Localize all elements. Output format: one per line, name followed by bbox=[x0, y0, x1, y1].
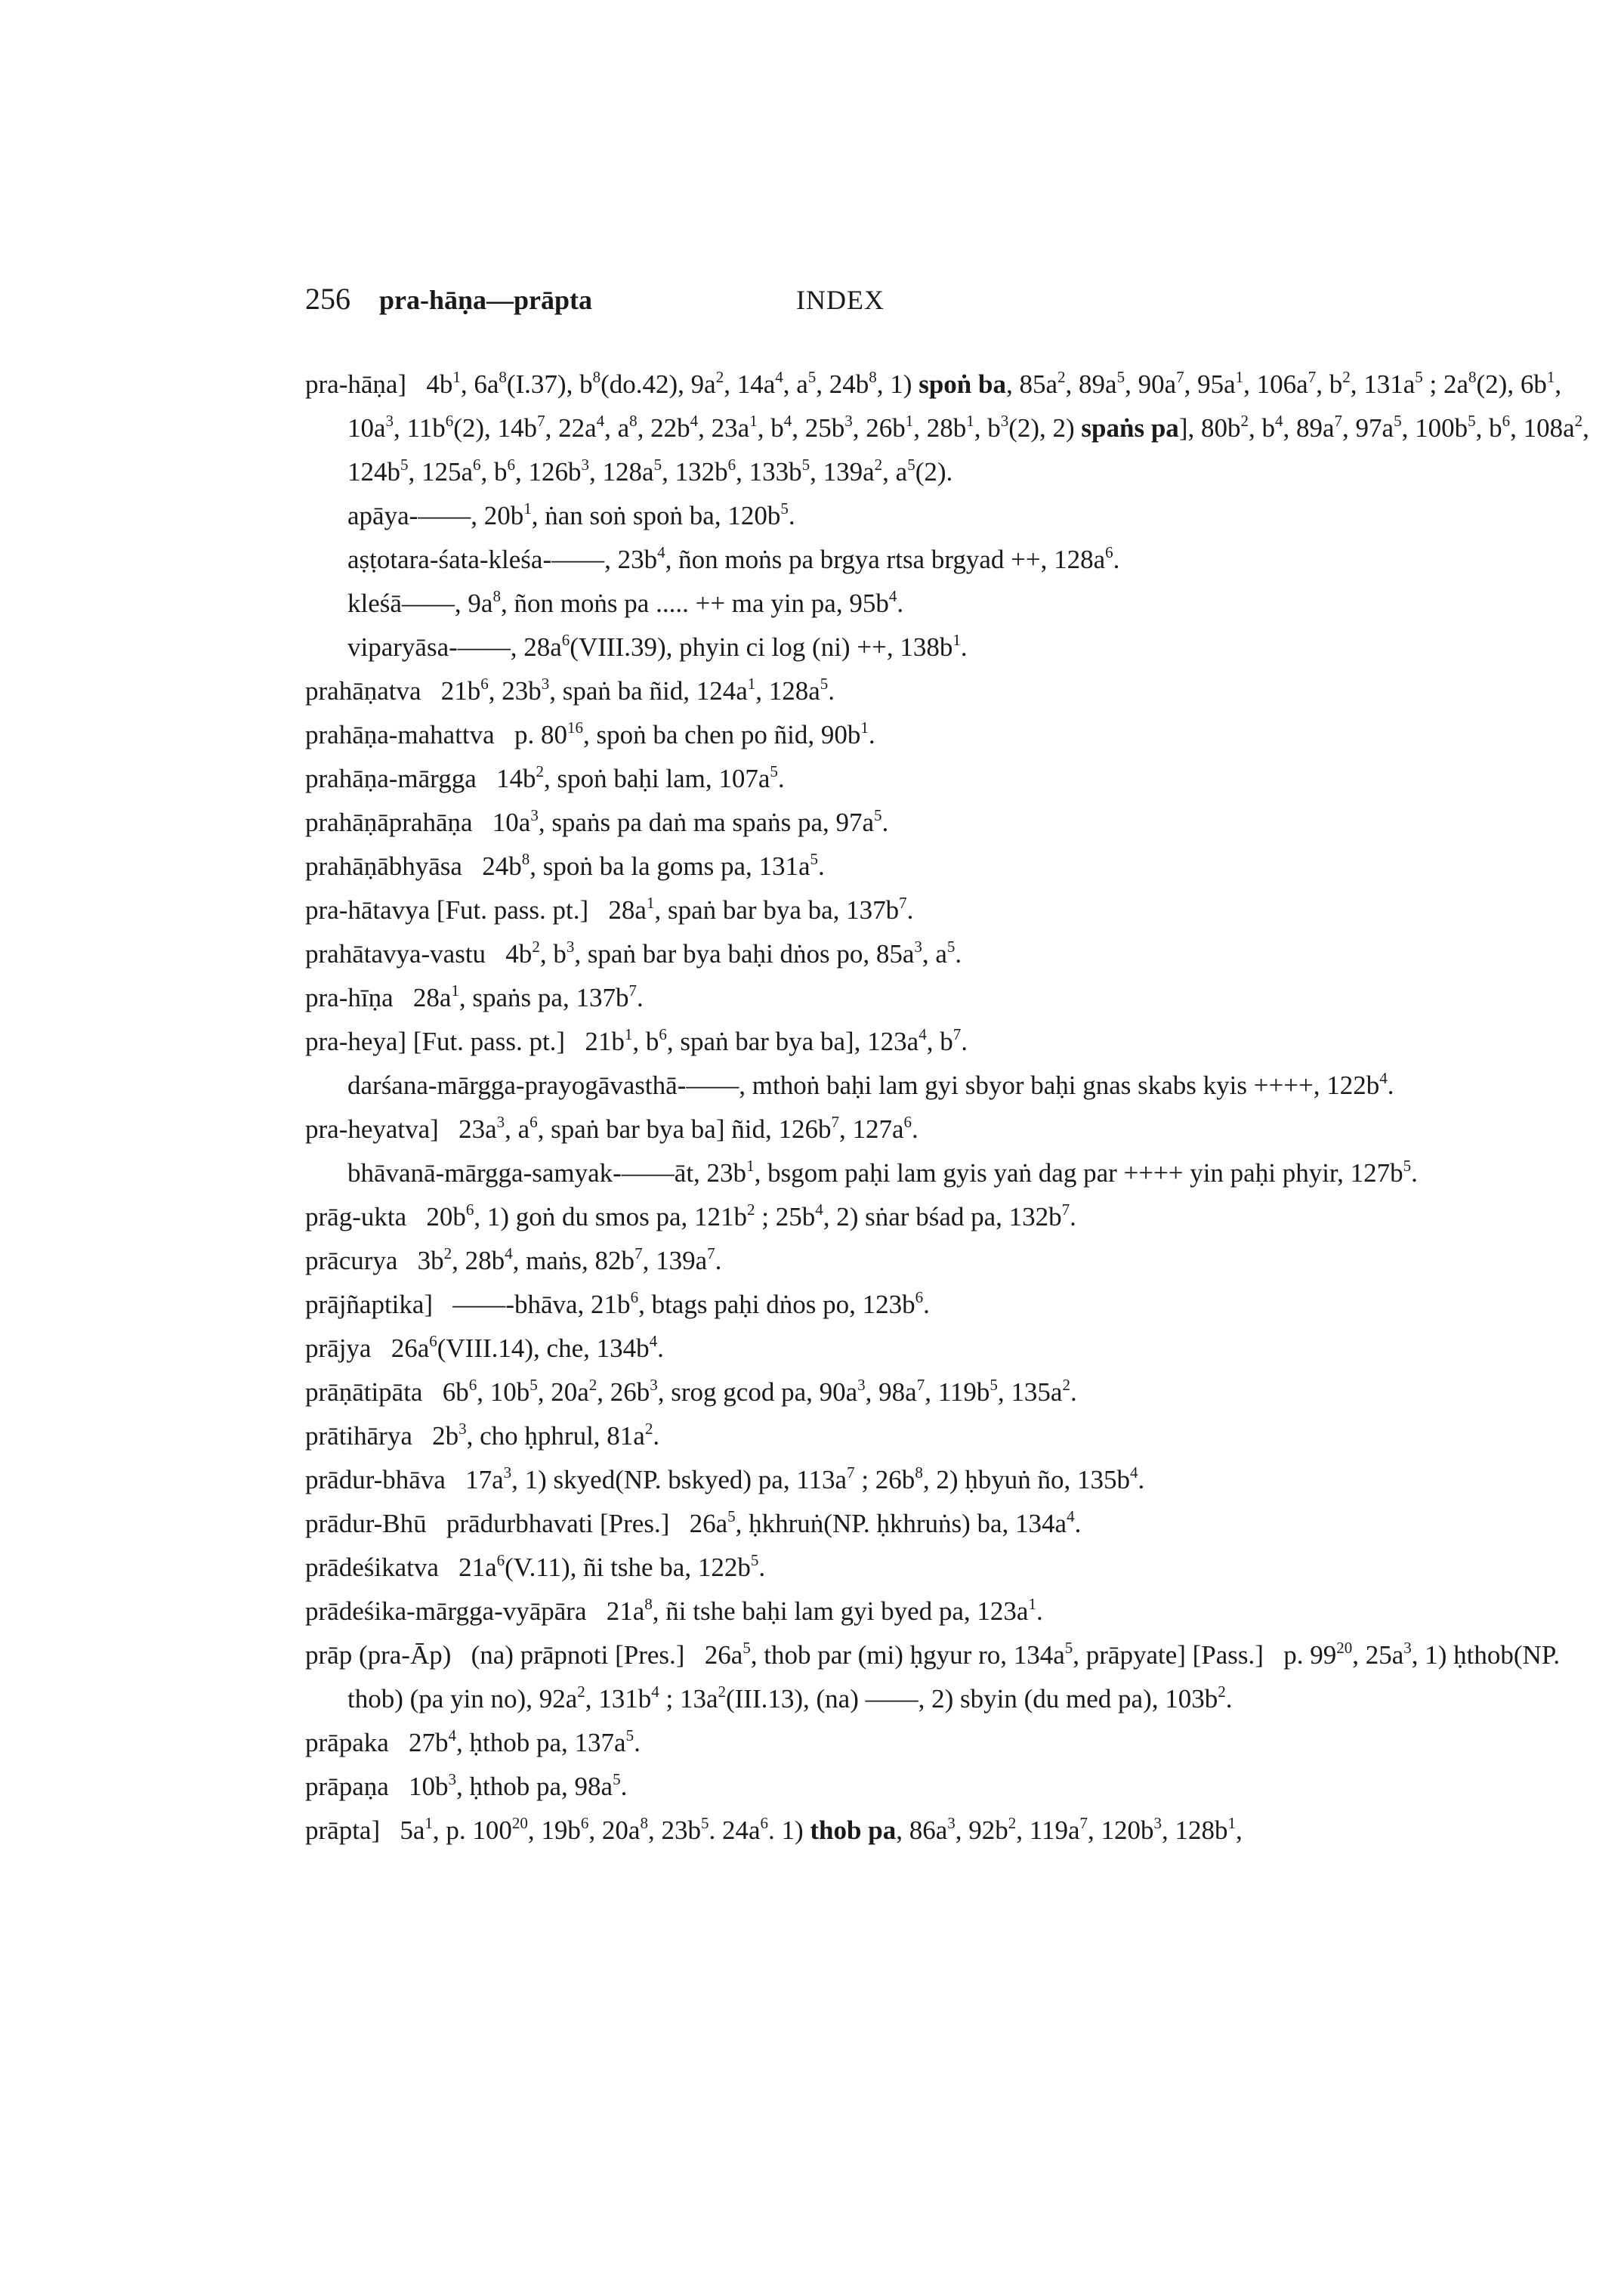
index-entry: prādur-Bhū prādurbhavati [Pres.] $26a^5$, ḥkhruṅ(NP. ḥkhruṅs) ba, $134a^4$. bbox=[305, 1507, 1082, 1538]
index-subentry: aṣṭotara-śata-kleśa-——, $23b^4$, ñon moṅs pa brgya rtsa brgyad ++, $128a^6$. bbox=[347, 543, 1120, 574]
index-entry: prāpaṇa $10b^3$, ḥthob pa, $98a^5$. bbox=[305, 1770, 628, 1801]
page-number: 256 bbox=[305, 282, 350, 316]
index-entry: prāpaka $27b^4$, ḥthob pa, $137a^5$. bbox=[305, 1726, 641, 1757]
running-head-range: pra-hāṇa—prāpta bbox=[379, 285, 593, 315]
index-entry: pra-heya] [Fut. pass. pt.] $21b^1$, $b^6$, spaṅ bar bya ba], $123a^4$, $b^7$. bbox=[305, 1025, 968, 1056]
index-entry: prādur-bhāva $17a^3$, 1) skyed(NP. bskyed) pa, $113a^7$ ; $26b^8$, 2) ḥbyuṅ ño, $135b^4$. bbox=[305, 1463, 1145, 1494]
index-subentry: kleśā——, $9a^8$, ñon moṅs pa ..... ++ ma yin pa, $95b^4$. bbox=[347, 587, 904, 618]
index-entry: pra-hāṇa] $4b^1$, $6a^8(I.37)$, $b^8(do.42)$, $9a^2$, $14a^4$, $a^5$, $24b^8$, 1) spoṅ ba, $85a^2$, $89a^5$, $90a^7$, $95a^1$, $106a^7$, $b^2$, $131a^5$ ; $2a^8(2)$, $6b^1$, $10a^3$, $11b^6(2)$, $14b^7$, $22a^4$, $a^8$, $22b^4$, $23a^1$, $b^4$, $25b^3$, $26b^1$, $28b^1$, $b^3(2)$, 2) spaṅs pa], $80b^2$, $b^4$, $89a^7$, $97a^5$, $100b^5$, $b^6$, $108a^2$, $124b^5$, $125a^6$, $b^6$, $126b^3$, $128a^5$, $132b^6$, $133b^5$, $139a^2$, $a^5(2)$. bbox=[305, 368, 1589, 487]
index-entry: prahāṇāprahāṇa $10a^3$, spaṅs pa daṅ ma spaṅs pa, $97a^5$. bbox=[305, 806, 889, 837]
index-subentry: darśana-mārgga-prayogāvasthā-——, mthoṅ baḥi lam gyi sbyor baḥi gnas skabs kyis ++++, $122b^4$. bbox=[347, 1069, 1394, 1100]
index-entry: prādeśika-mārgga-vyāpāra $21a^8$, ñi tshe baḥi lam gyi byed pa, $123a^1$. bbox=[305, 1595, 1043, 1626]
index-subentry: apāya-——, $20b^1$, ṅan soṅ spoṅ ba, $120b^5$. bbox=[347, 499, 795, 530]
index-entry: prahāṇābhyāsa $24b^8$, spoṅ ba la goms pa, $131a^5$. bbox=[305, 850, 825, 881]
index-entry: prātihārya $2b^3$, cho ḥphrul, $81a^2$. bbox=[305, 1420, 660, 1451]
index-entry: prahāṇa-mahattva p. $80^{16}$, spoṅ ba chen po ñid, $90b^1$. bbox=[305, 718, 875, 749]
page-header bbox=[305, 281, 1363, 326]
running-head-title: INDEX bbox=[796, 285, 885, 315]
index-entry: prāg-ukta $20b^6$, 1) goṅ du smos pa, $121b^2$ ; $25b^4$, 2) sṅar bśad pa, $132b^7$. bbox=[305, 1201, 1076, 1231]
index-entry: prāṇātipāta $6b^6$, $10b^5$, $20a^2$, $26b^3$, srog gcod pa, $90a^3$, $98a^7$, $119b^5$, $135a^2$. bbox=[305, 1376, 1077, 1407]
index-entry: pra-hātavya [Fut. pass. pt.] $28a^1$, spaṅ bar bya ba, $137b^7$. bbox=[305, 894, 914, 925]
index-entry: prājñaptika] ——-bhāva, $21b^6$, btags paḥi dṅos po, $123b^6$. bbox=[305, 1288, 930, 1319]
index-entry: prahātavya-vastu $4b^2$, $b^3$, spaṅ bar bya baḥi dṅos po, $85a^3$, $a^5$. bbox=[305, 938, 962, 969]
index-entry: pra-heyatva] $23a^3$, $a^6$, spaṅ bar bya ba] ñid, $126b^7$, $127a^6$. bbox=[305, 1113, 919, 1144]
index-entry: prādeśikatva $21a^6(V.11)$, ñi tshe ba, $122b^5$. bbox=[305, 1551, 766, 1582]
index-entry: prācurya $3b^2$, $28b^4$, maṅs, $82b^7$, $139a^7$. bbox=[305, 1244, 722, 1275]
index-entry: prājya $26a^6(VIII.14)$, che, $134b^4$. bbox=[305, 1332, 664, 1363]
index-entry: prāpta] $5a^1$, p. $100^{20}$, $19b^6$, $20a^8$, $23b^5$. $24a^6$. 1) thob pa, $86a^3$, $92b^2$, $119a^7$, $120b^3$, $128b^1$, bbox=[305, 1814, 1243, 1845]
index-entry: prahāṇa-mārgga $14b^2$, spoṅ baḥi lam, $107a^5$. bbox=[305, 762, 785, 793]
index-entry: prahāṇatva $21b^6$, $23b^3$, spaṅ ba ñid, $124a^1$, $128a^5$. bbox=[305, 675, 835, 706]
index-entry: pra-hīṇa $28a^1$, spaṅs pa, $137b^7$. bbox=[305, 981, 644, 1012]
index-subentry: viparyāsa-——, $28a^6(VIII.39)$, phyin ci log (ni) ++, $138b^1$. bbox=[347, 631, 968, 662]
index-entries bbox=[305, 363, 1589, 1853]
index-entry: prāp (pra-Āp) (na) prāpnoti [Pres.] $26a^5$, thob par (mi) ḥgyur ro, $134a^5$, prāpyate] [Pass.] p. $99^{20}$, $25a^3$, 1) ḥthob(NP. thob) (pa yin no), $92a^2$, $131b^4$ ; $13a^2(III.13)$, (na) ——, 2) sbyin (du med pa), $103b^2$. bbox=[305, 1639, 1561, 1714]
index-subentry: bhāvanā-mārgga-samyak-——āt, $23b^1$, bsgom paḥi lam gyis yaṅ dag par ++++ yin paḥi phyir, $127b^5$. bbox=[347, 1157, 1418, 1188]
